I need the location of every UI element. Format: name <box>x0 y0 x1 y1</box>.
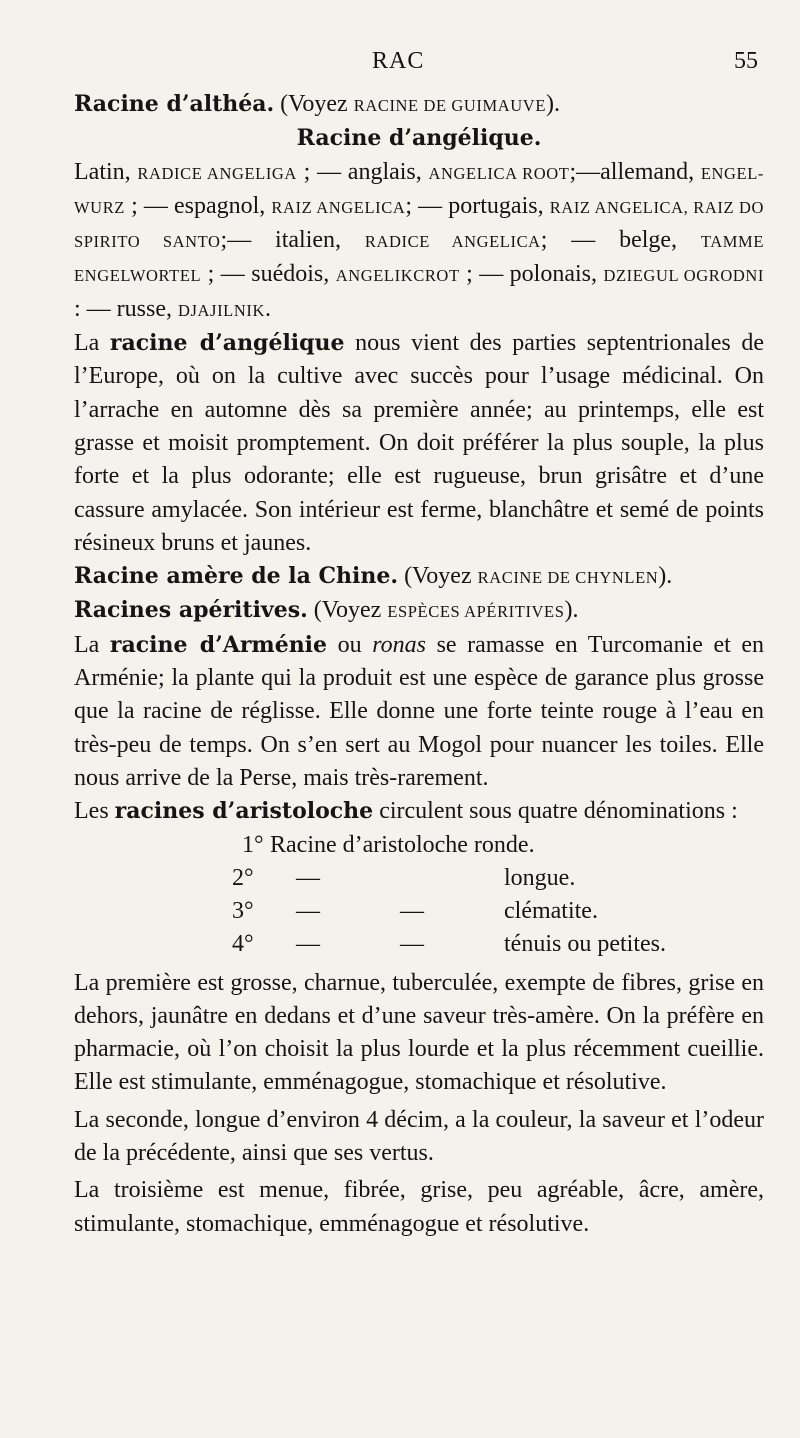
entry-term: Racine d’althéa. <box>74 91 275 117</box>
premiere-paragraph: La première est grosse, charnue, tuberculée, exempte de fibres, grise en dehors, jaunâtre en dedans et d’une saveur très-amère. On la préfère en pharmacie, où l’on choisit la plus lourde et la plus récemment cueillie. Elle est stimulante, emménagogue, stomachique et résolutive. <box>74 969 764 1096</box>
cross-reference: RACINE DE CHYNLEN <box>477 568 659 588</box>
armenie-paragraph: La racine d’Arménie ou ronas se ramasse en Turcomanie et en Arménie; la plante qui la produit est une espèce de garance plus grosse que la racine de réglisse. Elle donne une forte teinte rouge à l’eau en très-peu de temps. On s’en sert au Mogol pour nuancer les toiles. Elle nous arrive de la Perse, mais très-rarement. <box>74 631 765 791</box>
troisieme-paragraph: La troisième est menue, fibrée, grise, peu agréable, âcre, amère, stimulante, stomachique, emménagogue et résolutive. <box>74 1177 764 1237</box>
entry-term: racines d’aristoloche <box>114 798 374 825</box>
list-item: 3° — — clématite. <box>232 897 598 924</box>
page-number: 55 <box>734 48 758 74</box>
page-body <box>74 88 764 1241</box>
list-item: 4° — — ténuis ou petites. <box>232 930 666 957</box>
aristoloche-paragraph: Les racines d’aristoloche circulent sous quatre dénominations : <box>74 798 738 825</box>
running-head: RAC <box>372 48 425 74</box>
cross-reference: RACINE DE GUIMAUVE <box>353 96 547 115</box>
entry-aperitives: Racines apéritives. (Voyez ESPÈCES APÉRITIVES). <box>74 597 579 624</box>
entry-althea: Racine d’althéa. (Voyez RACINE DE GUIMAUVE). <box>74 91 561 117</box>
angelique-paragraph: La racine d’angélique nous vient des parties septentrionales de l’Europe, où on la cultive avec succès pour l’usage médicinal. On l’arrache en automne dès sa première année; au printemps, elle est grasse et moisit promptement. On doit préférer la plus souple, la plus forte et la plus odorante; elle est rugueuse, brun grisâtre et d’une cassure amylacée. Son intérieur est ferme, blanchâtre et semé de points résineux bruns et jaunes. <box>74 330 765 556</box>
entry-term: Racines apéritives. <box>74 597 308 624</box>
entry-chine: Racine amère de la Chine. (Voyez RACINE DE CHYNLEN). <box>74 563 673 590</box>
cross-reference: ESPÈCES APÉRITIVES <box>387 602 565 622</box>
list-item: 2° — longue. <box>232 864 576 891</box>
names-paragraph: Latin, RADICE ANGELIGA ; — anglais, ANGELICA ROOT;—allemand, ENGEL-WURZ ; — espagnol, RAIZ ANGELICA; — portugais, RAIZ ANGELICA, RAIZ DO SPIRITO SANTO;— italien, RADICE ANGELICA; — belge, TAMME ENGELWORTEL ; — suédois, ANGELIKCROT ; — polonais, DZIEGUL OGRODNI : — russe, DJAJILNIK. <box>74 158 765 322</box>
page-header <box>0 48 800 78</box>
seconde-paragraph: La seconde, longue d’environ 4 décim, a la couleur, la saveur et l’odeur de la précédente, ainsi que ses vertus. <box>74 1106 764 1167</box>
list-item: 1° Racine d’aristoloche ronde. <box>242 831 535 858</box>
entry-term: racine d’angélique <box>109 330 345 357</box>
entry-term: racine d’Arménie <box>109 631 328 658</box>
entry-term: Racine amère de la Chine. <box>74 563 399 590</box>
denominations-list <box>74 829 764 961</box>
section-title: Racine d’angélique. <box>296 125 542 152</box>
